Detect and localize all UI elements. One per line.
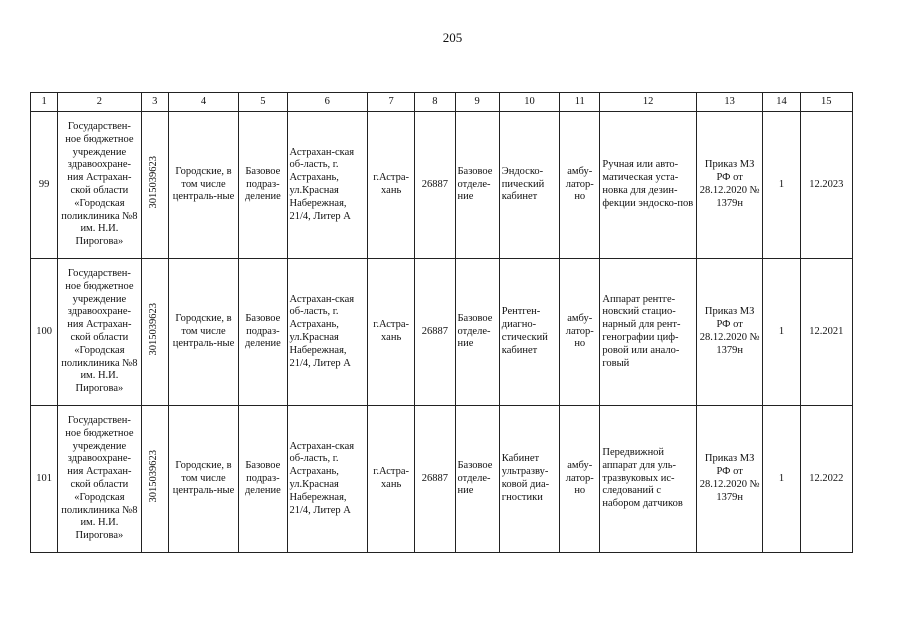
division: Базовое подраз-деление (239, 406, 287, 553)
order: Приказ МЗ РФ от 28.12.2020 № 1379н (696, 112, 762, 259)
date: 12.2021 (800, 259, 852, 406)
room: Кабинет ультразву-ковой диа-гностики (499, 406, 559, 553)
locality-type: Городские, в том числе централь-ные (168, 112, 238, 259)
code: 26887 (415, 259, 455, 406)
header-cell: 4 (168, 93, 238, 112)
inn-value: 3015039623 (148, 450, 160, 503)
city: г.Астра-хань (368, 406, 415, 553)
order: Приказ МЗ РФ от 28.12.2020 № 1379н (696, 406, 762, 553)
address: Астрахан-ская об-ласть, г. Астрахань, ул.Красная Набережная, 21/4, Литер А (287, 406, 367, 553)
equipment-table (30, 92, 853, 553)
department: Базовое отделе-ние (455, 112, 499, 259)
inn-cell (141, 406, 168, 553)
inn-value: 3015039623 (148, 303, 160, 356)
care-type: амбу-латор-но (560, 406, 600, 553)
department: Базовое отделе-ние (455, 406, 499, 553)
header-cell: 6 (287, 93, 367, 112)
room: Рентген-диагно-стический кабинет (499, 259, 559, 406)
locality-type: Городские, в том числе централь-ные (168, 259, 238, 406)
date: 12.2023 (800, 112, 852, 259)
division: Базовое подраз-деление (239, 112, 287, 259)
code: 26887 (415, 406, 455, 553)
header-cell: 10 (499, 93, 559, 112)
header-cell: 5 (239, 93, 287, 112)
quantity: 1 (763, 112, 800, 259)
inn-value: 3015039623 (148, 156, 160, 209)
table-row (31, 259, 853, 406)
quantity: 1 (763, 406, 800, 553)
city: г.Астра-хань (368, 112, 415, 259)
header-cell: 11 (560, 93, 600, 112)
row-number: 99 (31, 112, 58, 259)
address: Астрахан-ская об-ласть, г. Астрахань, ул.Красная Набережная, 21/4, Литер А (287, 112, 367, 259)
header-cell: 1 (31, 93, 58, 112)
header-cell: 3 (141, 93, 168, 112)
equipment: Аппарат рентге-новский стацио-нарный для рент-генографии циф-ровой или анало-говый (600, 259, 697, 406)
header-cell: 15 (800, 93, 852, 112)
equipment: Передвижной аппарат для уль-тразвуковых ис-следований с набором датчиков (600, 406, 697, 553)
header-cell: 13 (696, 93, 762, 112)
room: Эндоско-пический кабинет (499, 112, 559, 259)
department: Базовое отделе-ние (455, 259, 499, 406)
header-cell: 7 (368, 93, 415, 112)
quantity: 1 (763, 259, 800, 406)
header-cell: 9 (455, 93, 499, 112)
order: Приказ МЗ РФ от 28.12.2020 № 1379н (696, 259, 762, 406)
inn-cell (141, 259, 168, 406)
care-type: амбу-латор-но (560, 259, 600, 406)
header-cell: 12 (600, 93, 697, 112)
table-row (31, 406, 853, 553)
header-cell: 8 (415, 93, 455, 112)
organization-name: Государствен-ное бюджетное учреждение здравоохране-ния Астрахан-ской области «Городская поликлиника №8 им. Н.И. Пирогова» (58, 259, 142, 406)
organization-name: Государствен-ное бюджетное учреждение здравоохране-ния Астрахан-ской области «Городская поликлиника №8 им. Н.И. Пирогова» (58, 112, 142, 259)
code: 26887 (415, 112, 455, 259)
page-number: 205 (442, 30, 463, 45)
row-number: 101 (31, 406, 58, 553)
organization-name: Государствен-ное бюджетное учреждение здравоохране-ния Астрахан-ской области «Городская поликлиника №8 им. Н.И. Пирогова» (58, 406, 142, 553)
address: Астрахан-ская об-ласть, г. Астрахань, ул.Красная Набережная, 21/4, Литер А (287, 259, 367, 406)
table-header-row (31, 93, 853, 112)
header-cell: 14 (763, 93, 800, 112)
city: г.Астра-хань (368, 259, 415, 406)
date: 12.2022 (800, 406, 852, 553)
row-number: 100 (31, 259, 58, 406)
inn-cell (141, 112, 168, 259)
locality-type: Городские, в том числе централь-ные (168, 406, 238, 553)
division: Базовое подраз-деление (239, 259, 287, 406)
care-type: амбу-латор-но (560, 112, 600, 259)
table-row (31, 112, 853, 259)
equipment: Ручная или авто-матическая уста-новка для дезин-фекции эндоско-пов (600, 112, 697, 259)
header-cell: 2 (58, 93, 142, 112)
